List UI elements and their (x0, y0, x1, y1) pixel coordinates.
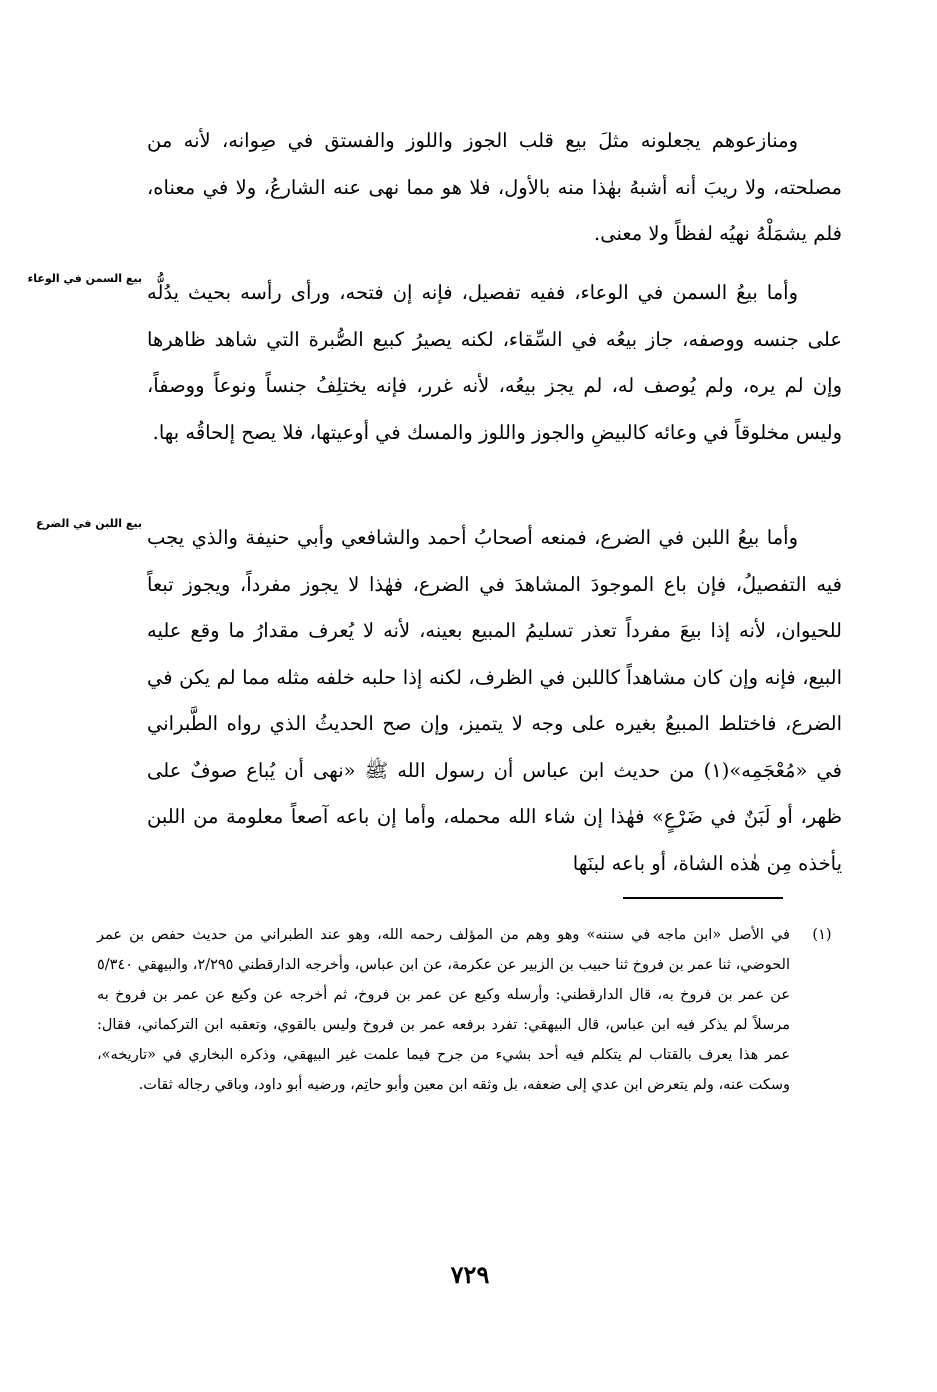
main-text-3 (147, 515, 842, 887)
footnote-separator (623, 897, 783, 899)
paragraph-3: وأما بيعُ اللبن في الضرع، فمنعه أصحابُ أحمد والشافعي وأبي حنيفة والذي يجب فيه التفصيلُ، فإن باع الموجودَ المشاهدَ في الضرع، فهٰذا لا يجوز مفرداً، ويجوز تبعاً للحيوان، لأنه إذا بيعَ مفرداً تعذر تسليمُ المبيع بعينه، لأنه لا يُعرف مقدارُ ما وقع عليه البيع، فإنه وإن كان مشاهداً كاللبن في الظرف، لكنه إذا حلبه خلفه مثله مما لم يكن في الضرع، فاختلط المبيعُ بغيره على وجه لا يتميز، وإن صح الحديثُ الذي رواه الطَّبراني في «مُعْجَمِه»(١) من حديث ابن عباس أن رسول الله ﷺ «نهى أن يُباع صوفٌ على ظهر، أو لَبَنٌ في ضَرْعٍ» فهٰذا إن شاء الله محمله، وأما إن باعه آصعاً معلومة من اللبن يأخذه مِن هٰذه الشاة، أو باعه لبنَها (147, 526, 842, 875)
main-text-2 (147, 270, 842, 456)
paragraph-2: وأما بيعُ السمن في الوعاء، ففيه تفصيل، فإنه إن فتحه، ورأى رأسه بحيث يدُلُّه على جنسه ووصفه، جاز بيعُه في السِّقاء، لكنه يصيرُ كبيع الصُّبرة التي شاهد ظاهرها وإن لم يره، ولم يُوصف له، لم يجز بيعُه، لأنه غرر، فإنه يختلِفُ جنساً ونوعاً ووصفاً، وليس مخلوقاً في وعائه كالبيضِ والجوز واللوز والمسك في أوعيتها، فلا يصح إلحاقُه بها. (147, 281, 842, 444)
margin-note-milk: بيع اللبن في الضرع (36, 517, 142, 530)
footnote (97, 920, 842, 1100)
margin-note-ghee: بيع السمن في الوعاء (27, 272, 142, 285)
footnote-number: (١) (812, 927, 832, 943)
footnote-text: في الأصل «ابن ماجه في سننه» وهو وهم من المؤلف رحمه الله، وهو عند الطبراني من حديث حفص بن عمر الحوضي، ثنا عمر بن فروخ ثنا حبيب بن الزبير عن عكرمة، عن ابن عباس، وأخرجه الدارقطني ٢/٢٩٥، والبيهقي ٥/٣٤٠ عن عمر بن فروخ به، قال الدارقطني: وأرسله وكيع عن عمر بن فروخ، ثم أخرجه عن وكيع عن عمر بن فروخ به مرسلاً لم يذكر فيه ابن عباس، قال البيهقي: تفرد برفعه عمر بن فروخ وليس بالقوي، وتعقبه ابن التركماني، فقال: عمر هذا يعرف بالقتاب لم يتكلم فيه أحد بشيء من جرح فيما علمت غير البيهقي، وذكره البخاري في «تاريخه»، وسكت عنه، ولم يتعرض ابن عدي إلى ضعفه، بل وثقه ابن معين وأبو حاتِم، ورضيه أبو داود، وباقي رجاله ثقات. (97, 927, 790, 1093)
page-number: ٧٢٩ (450, 1260, 490, 1289)
main-text (147, 118, 842, 258)
paragraph-1: ومنازعوهم يجعلونه مثلَ بيع قلب الجوز واللوز والفستق في صِوانه، لأنه من مصلحته، ولا ريبَ أنه أشبهُ بهٰذا منه بالأول، فلا هو مما نهى عنه الشارعُ، ولا في معناه، فلم يشمَلْهُ نهيُه لفظاً ولا معنى. (147, 129, 842, 245)
